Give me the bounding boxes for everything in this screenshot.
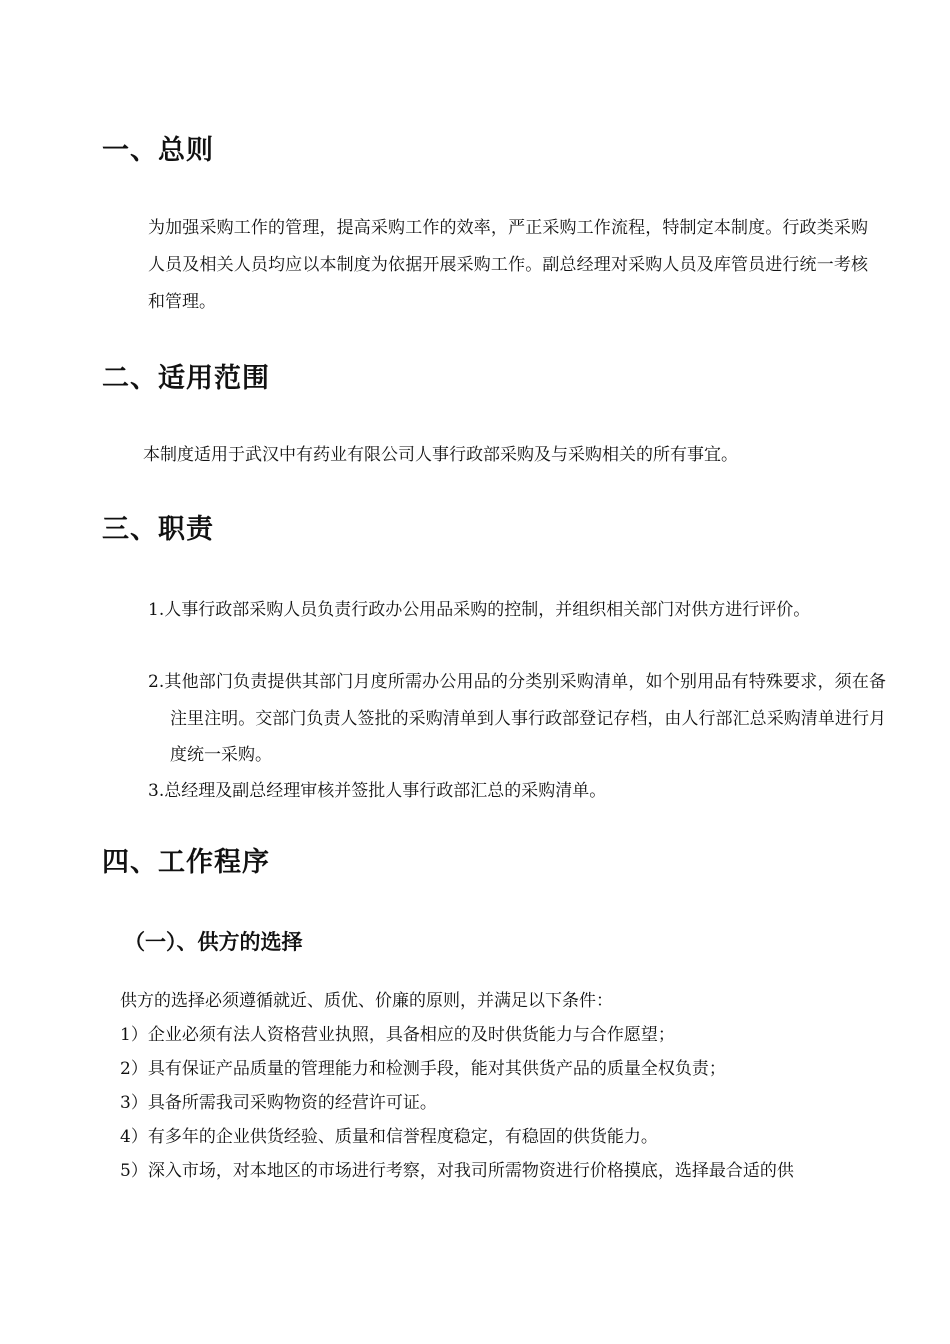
duty-item: 1.人事行政部采购人员负责行政办公用品采购的控制，并组织相关部门对供方进行评价。 [148,600,811,620]
section-heading-procedure: 四、工作程序 [102,847,270,878]
duty-item: 3.总经理及副总经理审核并签批人事行政部汇总的采购清单。 [148,781,607,801]
supplier-intro: 供方的选择必须遵循就近、质优、价廉的原则，并满足以下条件： [120,991,613,1011]
supplier-condition: 5）深入市场，对本地区的市场进行考察，对我司所需物资进行价格摸底，选择最合适的供 [120,1161,794,1181]
supplier-condition: 1）企业必须有法人资格营业执照，具备相应的及时供货能力与合作愿望； [120,1025,675,1045]
section-heading-scope: 二、适用范围 [102,363,270,394]
section-body-general: 为加强采购工作的管理，提高采购工作的效率，严正采购工作流程，特制定本制度。行政类采购人员及相关人员均应以本制度为依据开展采购工作。副总经理对采购人员及库管员进行统一考核和管理。 [148,218,868,312]
supplier-condition: 3）具备所需我司采购物资的经营许可证。 [120,1093,437,1113]
supplier-condition: 4）有多年的企业供货经验、质量和信誉程度稳定，有稳固的供货能力。 [120,1127,658,1147]
subsection-heading-supplier: （一）、供方的选择 [124,930,303,954]
section-body-scope: 本制度适用于武汉中有药业有限公司人事行政部采购及与采购相关的所有事宜。 [143,445,738,465]
supplier-condition: 2）具有保证产品质量的管理能力和检测手段，能对其供货产品的质量全权负责； [120,1059,726,1079]
section-heading-general: 一、总则 [102,135,214,166]
duty-item: 2.其他部门负责提供其部门月度所需办公用品的分类别采购清单，如个别用品有特殊要求，须在备注里注明。交部门负责人签批的采购清单到人事行政部登记存档，由人行部汇总采购清单进行月度统一采购。 [148,672,886,765]
section-heading-duties: 三、职责 [102,514,214,545]
